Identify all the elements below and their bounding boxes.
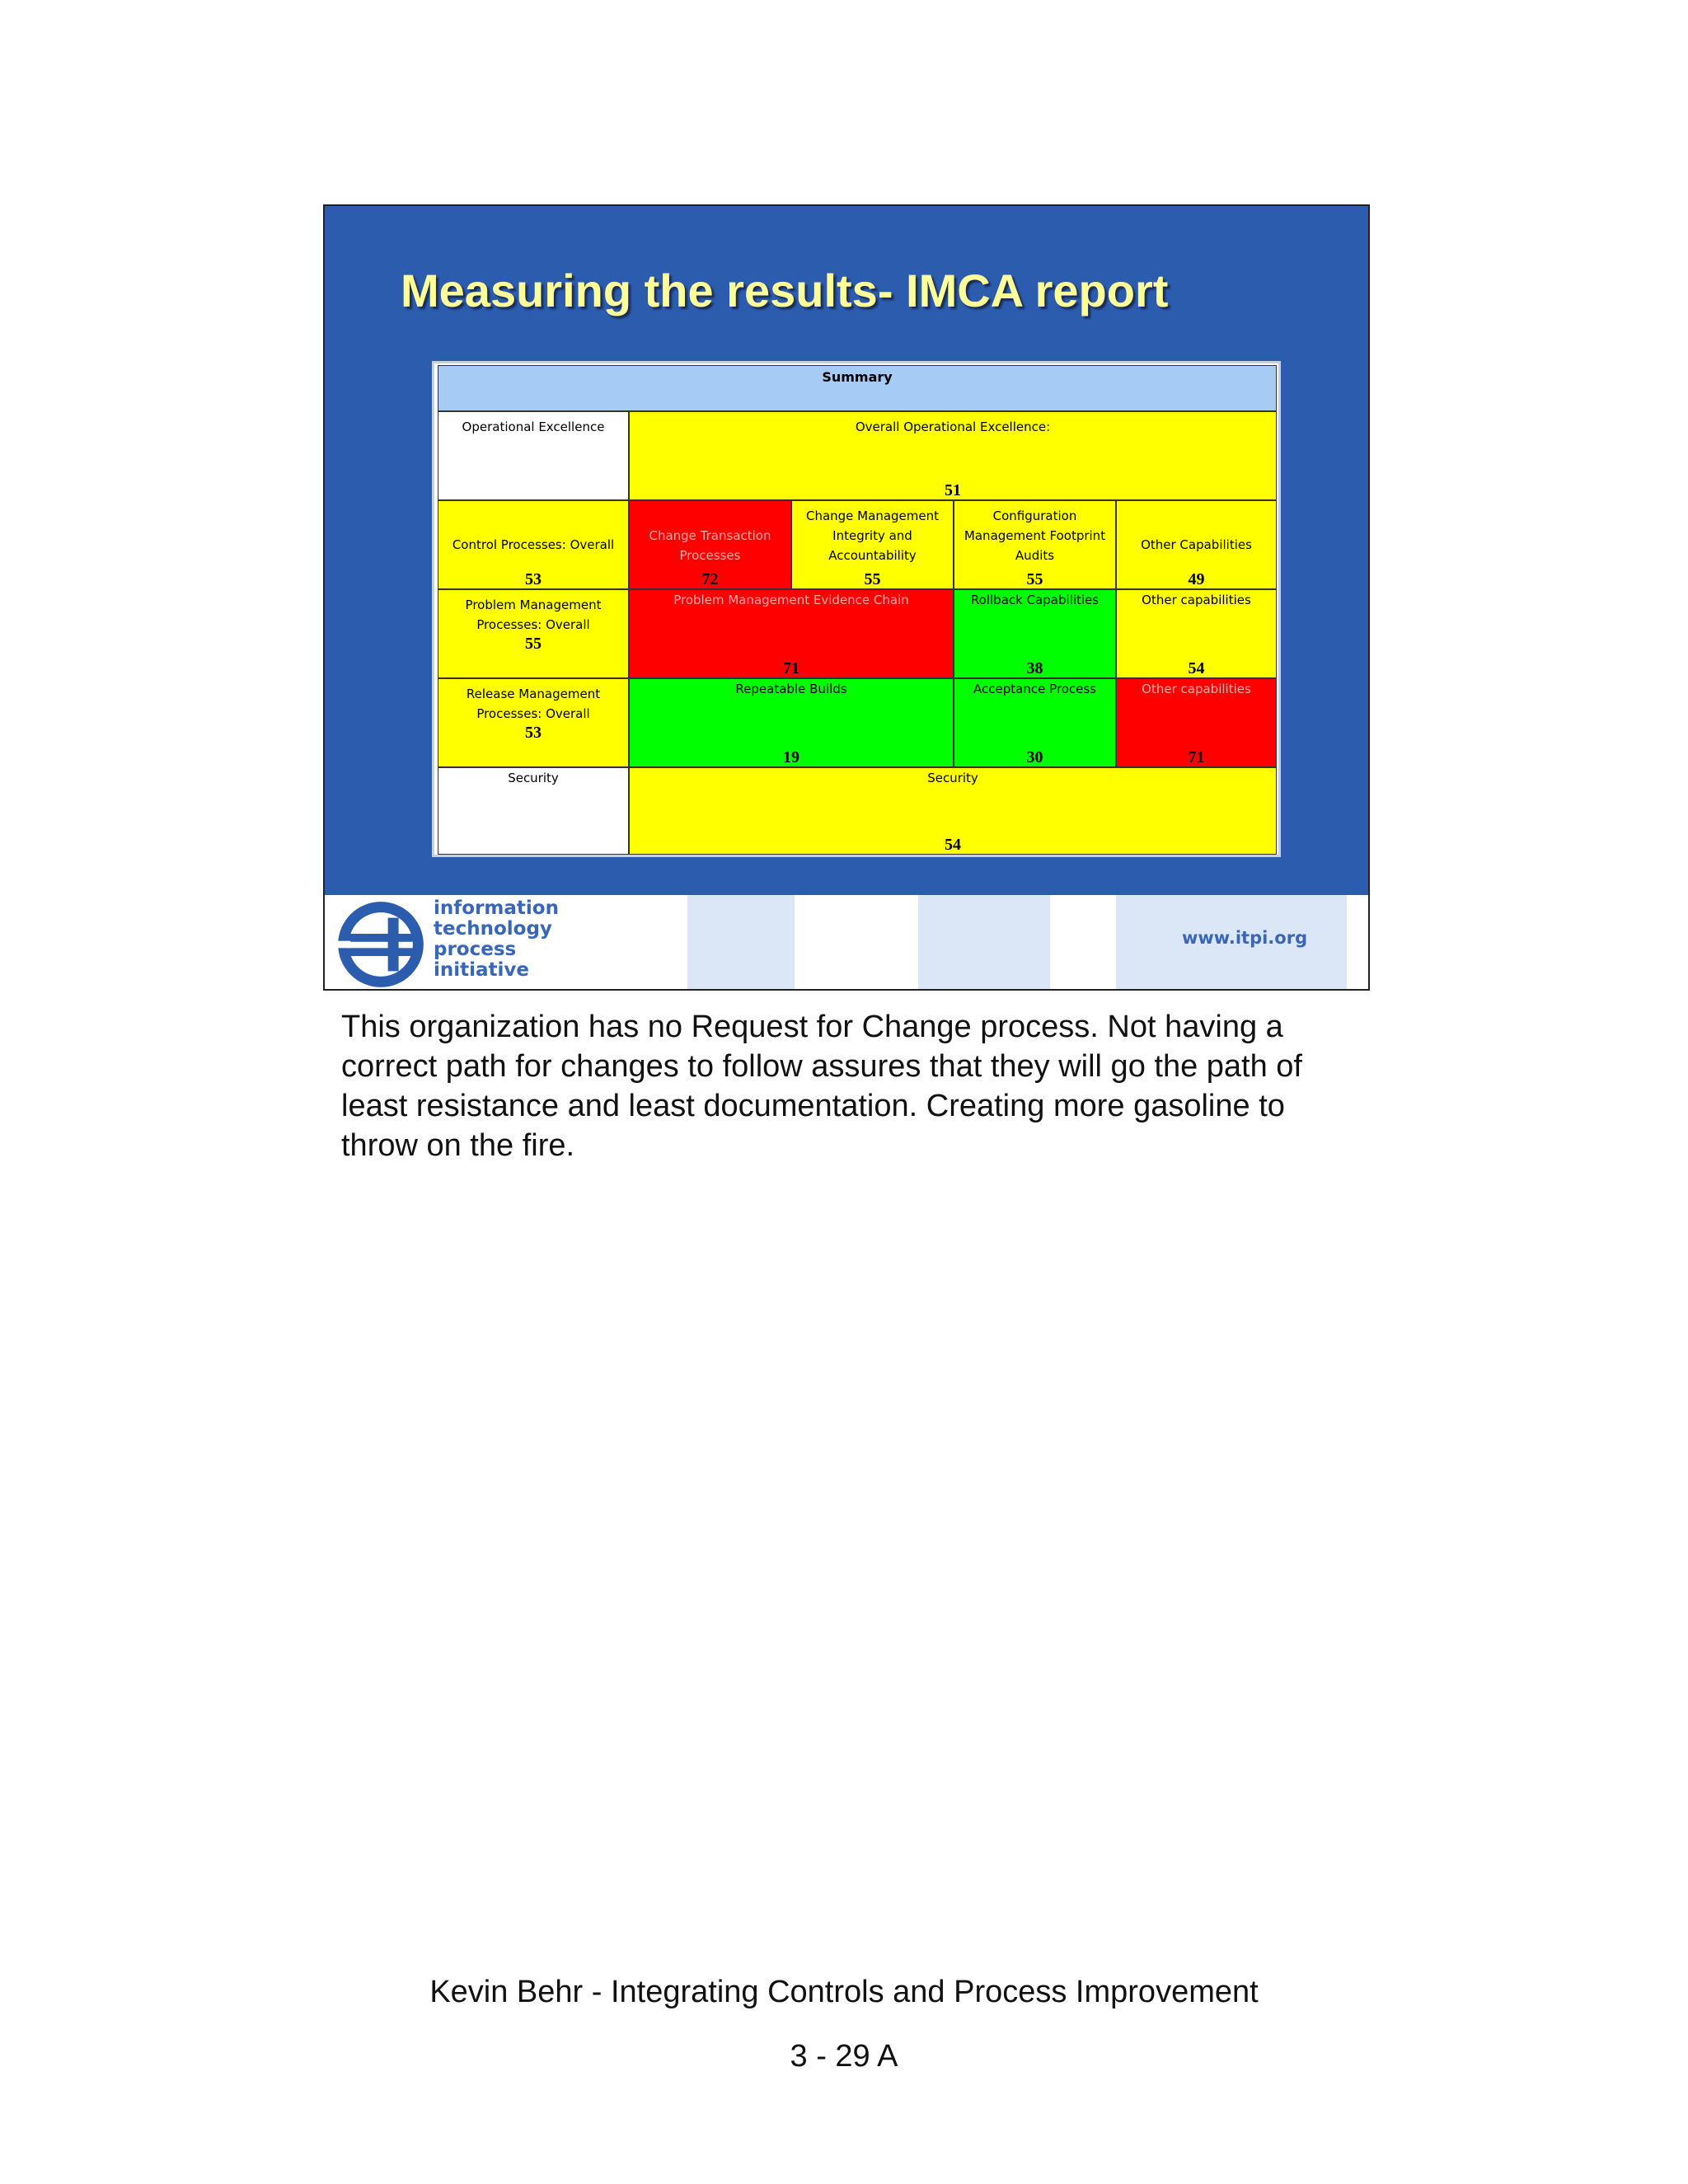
slide-title: Measuring the results- IMCA report (401, 265, 1169, 316)
cell-rollback-capabilities: Rollback Capabilities 38 (954, 589, 1116, 678)
cell-repeatable-builds: Repeatable Builds 19 (629, 678, 954, 767)
site-url-link[interactable]: www.itpi.org (1182, 928, 1308, 948)
cell-value: 72 (701, 570, 719, 588)
cell-value: 55 (525, 635, 542, 653)
cell-value: 71 (1188, 748, 1205, 766)
cell-configuration-management-audits: Configuration Management Footprint Audits 55 (954, 500, 1116, 589)
row-label-security: Security (438, 767, 629, 855)
speaker-notes: This organization has no Request for Change process. Not having a correct path for changes to follow assures that they will go the path of least resistance and least documentation. Creating more gasoline to throw on the fire. (341, 1010, 1302, 1163)
summary-header (438, 365, 1277, 411)
row-label-control-processes: Control Processes: Overall 53 (438, 500, 629, 589)
cell-security: Security 54 (629, 767, 1277, 855)
cell-other-capabilities-release: Other capabilities 71 (1116, 678, 1277, 767)
cell-change-transaction-processes: Change Transaction Processes 72 (629, 500, 791, 589)
cell-other-capabilities-problem: Other capabilities 54 (1116, 589, 1277, 678)
cell-value: 55 (1026, 570, 1043, 588)
summary-header-label: Summary (822, 369, 893, 385)
cell-other-capabilities-control: Other Capabilities 49 (1116, 500, 1277, 589)
footer-band (687, 895, 795, 991)
row-label-problem-management: Problem Management Processes: Overall 55 (438, 589, 629, 678)
page-number: 3 - 29 A (790, 2039, 898, 2074)
itpi-logo-icon (336, 900, 425, 989)
row-label-operational-excellence: Operational Excellence (438, 411, 629, 500)
cell-value: 54 (945, 836, 961, 854)
cell-value: 53 (525, 570, 542, 588)
slide (323, 204, 1370, 991)
cell-value: 49 (1188, 570, 1205, 588)
cell-problem-management-evidence-chain: Problem Management Evidence Chain 71 (629, 589, 954, 678)
cell-value: 30 (1026, 748, 1043, 766)
slide-footer (325, 895, 1370, 991)
logo-wordmark: information technology process initiative (434, 898, 559, 981)
author-line: Kevin Behr - Integrating Controls and Process Improvement (429, 1975, 1259, 2009)
cell-value: 51 (945, 481, 961, 499)
cell-acceptance-process: Acceptance Process 30 (954, 678, 1116, 767)
cell-value: 54 (1188, 659, 1205, 677)
imca-report-table (432, 361, 1281, 857)
row-label-release-management: Release Management Processes: Overall 53 (438, 678, 629, 767)
footer-band (918, 895, 1050, 991)
cell-overall-operational-excellence: Overall Operational Excellence: 51 (629, 411, 1277, 500)
cell-value: 19 (783, 748, 799, 766)
cell-value: 55 (864, 570, 881, 588)
cell-change-management-integrity: Change Management Integrity and Accountability 55 (791, 500, 954, 589)
cell-value: 53 (525, 724, 542, 742)
cell-value: 38 (1026, 659, 1043, 677)
cell-value: 71 (783, 659, 799, 677)
